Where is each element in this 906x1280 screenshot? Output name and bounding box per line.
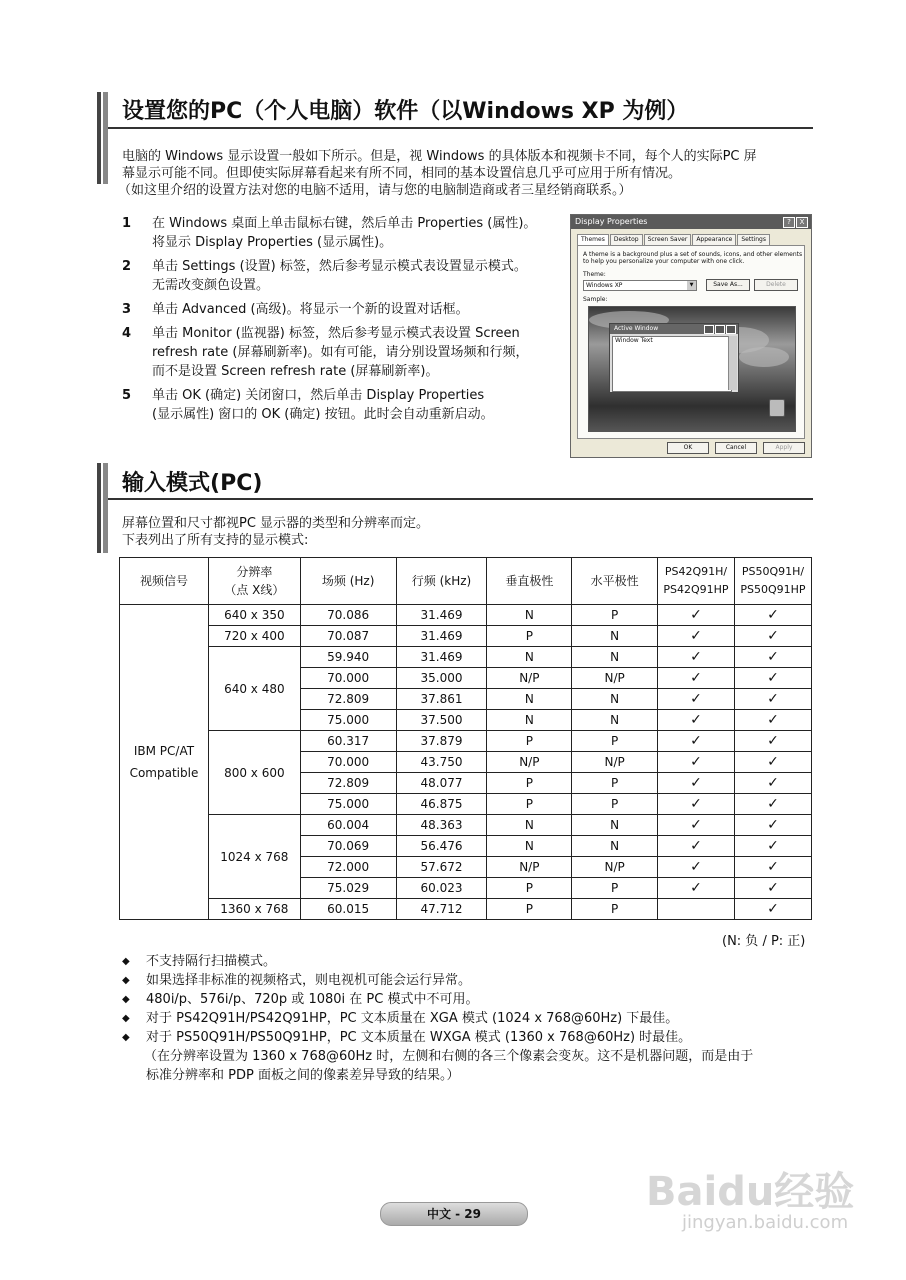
theme-select-value: Windows XP: [586, 282, 623, 289]
section2-intro-2: 下表列出了所有支持的显示模式:: [122, 533, 309, 548]
help-button[interactable]: ?: [783, 217, 795, 228]
diamond-bullet-icon: ◆: [122, 994, 130, 1005]
note-extra-2: 标准分辨率和 PDP 面板之间的像素差异导致的结果。）: [146, 1068, 460, 1083]
vpol-cell: P: [487, 626, 572, 647]
diamond-bullet-icon: ◆: [122, 1013, 130, 1024]
header-signal: 视频信号: [120, 558, 209, 605]
section2-title: [122, 466, 262, 497]
model42-check-cell: ✓: [658, 689, 735, 710]
table-row: [120, 731, 812, 752]
vfreq-cell: 70.086: [300, 605, 396, 626]
vpol-cell: N: [487, 710, 572, 731]
sample-label: Sample:: [583, 296, 608, 303]
hpol-cell: N: [572, 710, 658, 731]
vfreq-cell: 60.015: [300, 899, 396, 920]
vfreq-cell: 72.809: [300, 773, 396, 794]
hpol-cell: P: [572, 899, 658, 920]
header-hfreq: 行频 (kHz): [396, 558, 487, 605]
vfreq-cell: 70.000: [300, 752, 396, 773]
hfreq-cell: 31.469: [396, 605, 487, 626]
vpol-cell: P: [487, 878, 572, 899]
step-text: 将显示 Display Properties (显示属性)。: [152, 235, 393, 250]
watermark-url: jingyan.baidu.com: [682, 1212, 849, 1233]
step-text: (显示属性) 窗口的 OK (确定) 按钮。此时会自动重新启动。: [152, 407, 494, 422]
section2-intro-1: 屏幕位置和尺寸都视PC 显示器的类型和分辨率而定。: [122, 516, 430, 531]
step-text: 无需改变颜色设置。: [152, 278, 270, 293]
tab-appearance[interactable]: Appearance: [692, 234, 736, 245]
hfreq-cell: 47.712: [396, 899, 487, 920]
model42-check-cell: ✓: [658, 668, 735, 689]
model42-check-cell: ✓: [658, 731, 735, 752]
hpol-cell: N: [572, 836, 658, 857]
theme-select[interactable]: [583, 280, 697, 291]
step-text: 单击 Advanced (高级)。将显示一个新的设置对话框。: [152, 302, 469, 317]
vfreq-cell: 75.029: [300, 878, 396, 899]
vpol-cell: P: [487, 773, 572, 794]
save-as-button[interactable]: Save As...: [706, 279, 750, 291]
window-text-area: [612, 336, 732, 392]
note-item: 对于 PS50Q91H/PS50Q91HP，PC 文本质量在 WXGA 模式 (1360 x 768@60Hz) 时最佳。: [146, 1030, 692, 1045]
vpol-cell: P: [487, 731, 572, 752]
table-row: [120, 815, 812, 836]
model50-check-cell: ✓: [734, 752, 811, 773]
model50-check-cell: ✓: [734, 878, 811, 899]
header-model-50-1: PS50Q91H/: [741, 565, 805, 578]
section2-bar: [97, 463, 108, 553]
hfreq-cell: 37.861: [396, 689, 487, 710]
hfreq-cell: 43.750: [396, 752, 487, 773]
table-row: [120, 899, 812, 920]
hfreq-cell: 31.469: [396, 626, 487, 647]
model42-check-cell: ✓: [658, 605, 735, 626]
model42-check-cell: ✓: [658, 647, 735, 668]
hfreq-cell: 35.000: [396, 668, 487, 689]
model50-check-cell: ✓: [734, 815, 811, 836]
cloud-decoration: [739, 347, 789, 367]
section2-title-cn: 输入模式: [122, 471, 211, 496]
display-modes-table: [119, 557, 812, 920]
watermark-logo: Baidu经验: [646, 1169, 855, 1215]
vpol-cell: N/P: [487, 752, 572, 773]
section1-intro-1: 电脑的 Windows 显示设置一般如下所示。但是，视 Windows 的具体版本和视频卡不同，每个人的实际PC 屏: [122, 149, 757, 164]
maximize-icon: [715, 325, 725, 334]
model42-check-cell: ✓: [658, 836, 735, 857]
model50-check-cell: ✓: [734, 710, 811, 731]
header-resolution-1: 分辨率: [236, 565, 273, 579]
vfreq-cell: 75.000: [300, 710, 396, 731]
model42-check-cell: ✓: [658, 878, 735, 899]
diamond-bullet-icon: ◆: [122, 975, 130, 986]
hfreq-cell: 48.077: [396, 773, 487, 794]
active-window-title: Active Window: [610, 324, 738, 334]
section1-bar: [97, 92, 108, 184]
close-icon: [726, 325, 736, 334]
hpol-cell: P: [572, 878, 658, 899]
table-header-row: [120, 558, 812, 605]
tab-themes[interactable]: Themes: [577, 234, 609, 245]
header-model-42-2: PS42Q91HP: [663, 583, 729, 596]
step-text: 而不是设置 Screen refresh rate (屏幕刷新率)。: [152, 364, 439, 379]
resolution-cell: 800 x 600: [208, 731, 300, 815]
table-row: [120, 605, 812, 626]
tab-screen-saver[interactable]: Screen Saver: [644, 234, 692, 245]
model42-check-cell: ✓: [658, 773, 735, 794]
vpol-cell: N: [487, 605, 572, 626]
section1-rule: [108, 127, 813, 129]
signal-line-1: IBM PC/AT: [133, 744, 195, 758]
model42-check-cell: ✓: [658, 752, 735, 773]
note-item: 不支持隔行扫描模式。: [146, 954, 277, 969]
table-body: [120, 605, 812, 920]
step-number: 5: [122, 388, 132, 403]
vpol-cell: N/P: [487, 857, 572, 878]
model50-check-cell: ✓: [734, 731, 811, 752]
model42-check-cell: ✓: [658, 626, 735, 647]
preview-scrollbar: [728, 336, 737, 390]
model50-check-cell: ✓: [734, 773, 811, 794]
close-button[interactable]: X: [796, 217, 808, 228]
header-model-42: [658, 558, 735, 605]
section2-title-pc: (PC): [210, 471, 263, 496]
apply-button[interactable]: Apply: [763, 442, 805, 454]
dialog-title-bar: [571, 215, 811, 229]
vfreq-cell: 59.940: [300, 647, 396, 668]
header-model-42-1: PS42Q91H/: [664, 565, 728, 578]
hfreq-cell: 31.469: [396, 647, 487, 668]
active-window-preview: [609, 323, 739, 393]
model50-check-cell: ✓: [734, 668, 811, 689]
model50-check-cell: ✓: [734, 794, 811, 815]
model50-check-cell: ✓: [734, 689, 811, 710]
model42-check-cell: ✓: [658, 815, 735, 836]
resolution-cell: 1360 x 768: [208, 899, 300, 920]
diamond-bullet-icon: ◆: [122, 956, 130, 967]
step-text: 单击 Settings (设置) 标签，然后参考显示模式表设置显示模式。: [152, 259, 527, 274]
delete-button[interactable]: Delete: [754, 279, 798, 291]
step-text: 单击 OK (确定) 关闭窗口，然后单击 Display Properties: [152, 388, 485, 403]
step-number: 4: [122, 326, 132, 341]
section2-rule: [108, 498, 813, 500]
resolution-cell: 720 x 400: [208, 626, 300, 647]
tab-desktop[interactable]: Desktop: [610, 234, 643, 245]
model50-check-cell: ✓: [734, 626, 811, 647]
model50-check-cell: ✓: [734, 647, 811, 668]
vpol-cell: N: [487, 836, 572, 857]
model42-check-cell: [658, 899, 735, 920]
display-properties-dialog: [570, 214, 812, 458]
header-vpol: 垂直极性: [487, 558, 572, 605]
resolution-cell: 640 x 480: [208, 647, 300, 731]
vpol-cell: P: [487, 899, 572, 920]
hpol-cell: N: [572, 626, 658, 647]
table-row: [120, 647, 812, 668]
signal-cell: [120, 605, 209, 920]
model50-check-cell: ✓: [734, 857, 811, 878]
minimize-icon: [704, 325, 714, 334]
resolution-cell: 640 x 350: [208, 605, 300, 626]
model50-check-cell: ✓: [734, 605, 811, 626]
hfreq-cell: 46.875: [396, 794, 487, 815]
hfreq-cell: 57.672: [396, 857, 487, 878]
hpol-cell: P: [572, 794, 658, 815]
theme-description-2: to help you personalize your computer with one click.: [583, 258, 745, 265]
note-extra-1: （在分辨率设置为 1360 x 768@60Hz 时，左侧和右侧的各三个像素会变灰。这不是机器问题，而是由于: [144, 1049, 754, 1064]
hpol-cell: N: [572, 815, 658, 836]
vpol-cell: N: [487, 815, 572, 836]
hfreq-cell: 37.879: [396, 731, 487, 752]
vfreq-cell: 70.087: [300, 626, 396, 647]
header-vfreq: 场频 (Hz): [300, 558, 396, 605]
hpol-cell: N: [572, 689, 658, 710]
theme-sample-preview: [588, 306, 796, 432]
window-text: Window Text: [615, 337, 653, 344]
model42-check-cell: ✓: [658, 794, 735, 815]
vfreq-cell: 75.000: [300, 794, 396, 815]
hfreq-cell: 60.023: [396, 878, 487, 899]
vpol-cell: N: [487, 647, 572, 668]
themes-panel: [577, 245, 805, 439]
header-resolution: [208, 558, 300, 605]
hfreq-cell: 48.363: [396, 815, 487, 836]
note-item: 对于 PS42Q91H/PS42Q91HP，PC 文本质量在 XGA 模式 (1024 x 768@60Hz) 下最佳。: [146, 1011, 679, 1026]
vfreq-cell: 70.069: [300, 836, 396, 857]
vpol-cell: N: [487, 689, 572, 710]
vfreq-cell: 70.000: [300, 668, 396, 689]
note-item: 如果选择非标准的视频格式，则电视机可能会运行异常。: [146, 973, 472, 988]
step-text: 在 Windows 桌面上单击鼠标右键，然后单击 Properties (属性)。: [152, 216, 537, 231]
header-resolution-2: （点 X线）: [224, 583, 285, 597]
recycle-bin-icon: [769, 399, 785, 417]
step-number: 3: [122, 302, 132, 317]
model42-check-cell: ✓: [658, 857, 735, 878]
hpol-cell: P: [572, 773, 658, 794]
header-hpol: 水平极性: [572, 558, 658, 605]
vfreq-cell: 72.000: [300, 857, 396, 878]
step-text: refresh rate (屏幕刷新率)。如有可能，请分别设置场频和行频，: [152, 345, 529, 360]
vpol-cell: N/P: [487, 668, 572, 689]
cancel-button[interactable]: Cancel: [715, 442, 757, 454]
hpol-cell: N: [572, 647, 658, 668]
dialog-tabs: [577, 234, 771, 245]
hpol-cell: N/P: [572, 857, 658, 878]
page-number-footer: 中文 - 29: [380, 1202, 528, 1226]
dialog-title: Display Properties: [575, 217, 648, 226]
table-row: [120, 626, 812, 647]
step-number: 1: [122, 216, 132, 231]
note-item: 480i/p、576i/p、720p 或 1080i 在 PC 模式中不可用。: [146, 992, 479, 1007]
step-number: 2: [122, 259, 132, 274]
model50-check-cell: ✓: [734, 899, 811, 920]
hfreq-cell: 37.500: [396, 710, 487, 731]
hpol-cell: N/P: [572, 752, 658, 773]
hpol-cell: P: [572, 605, 658, 626]
chevron-down-icon: ▼: [687, 281, 696, 290]
resolution-cell: 1024 x 768: [208, 815, 300, 899]
hpol-cell: P: [572, 731, 658, 752]
theme-label: Theme:: [583, 271, 606, 278]
diamond-bullet-icon: ◆: [122, 1032, 130, 1043]
vpol-cell: P: [487, 794, 572, 815]
section1-intro-2: 幕显示可能不同。但即使实际屏幕看起来有所不同，相同的基本设置信息几乎可应用于所有情况。: [122, 166, 682, 181]
theme-description-1: A theme is a background plus a set of sounds, icons, and other elements: [583, 251, 803, 258]
model42-check-cell: ✓: [658, 710, 735, 731]
vfreq-cell: 60.317: [300, 731, 396, 752]
vfreq-cell: 72.809: [300, 689, 396, 710]
ok-button[interactable]: OK: [667, 442, 709, 454]
vfreq-cell: 60.004: [300, 815, 396, 836]
hpol-cell: N/P: [572, 668, 658, 689]
polarity-legend: (N: 负 / P: 正): [722, 934, 806, 949]
section1-title: 设置您的PC（个人电脑）软件（以Windows XP 为例）: [122, 99, 689, 124]
section1-intro-3: （如这里介绍的设置方法对您的电脑不适用，请与您的电脑制造商或者三星经销商联系。）: [118, 183, 632, 198]
header-model-50-2: PS50Q91HP: [740, 583, 806, 596]
step-text: 单击 Monitor (监视器) 标签，然后参考显示模式表设置 Screen: [152, 326, 520, 341]
model50-check-cell: ✓: [734, 836, 811, 857]
tab-settings[interactable]: Settings: [737, 234, 770, 245]
header-model-50: [734, 558, 811, 605]
hfreq-cell: 56.476: [396, 836, 487, 857]
signal-line-2: Compatible: [129, 766, 199, 780]
